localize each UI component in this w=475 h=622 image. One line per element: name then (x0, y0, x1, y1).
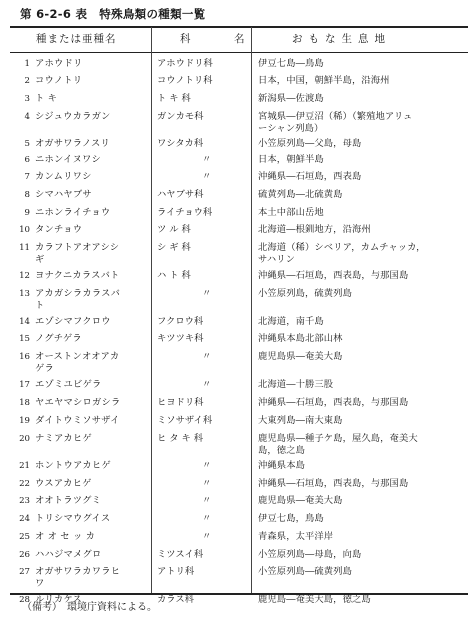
species-name-line: ヤエヤマシロガシラ (35, 397, 121, 408)
species-name (35, 333, 148, 345)
row-number: 10 (19, 225, 30, 235)
species-name (35, 224, 148, 236)
species-name-line: ニホンライチョウ (35, 207, 111, 218)
habitat (258, 460, 472, 472)
row-number: 23 (19, 496, 30, 506)
row-number: 9 (24, 208, 30, 218)
habitat (258, 224, 472, 236)
habitat (258, 594, 472, 606)
row-number: 16 (19, 352, 30, 362)
family-name: 〃 (202, 154, 212, 165)
species-name-line: オ オ セ ッ カ (35, 531, 96, 542)
habitat-line: 宮城県―伊豆沼（稀）（繁殖地アリュ (258, 111, 413, 122)
habitat (258, 549, 472, 561)
column-divider (251, 27, 252, 593)
species-name-line: トリシマウグイス (35, 513, 111, 524)
family-name: 〃 (202, 288, 212, 299)
species-name (35, 111, 148, 123)
row-number: 4 (24, 112, 30, 122)
row-number: 14 (19, 317, 30, 327)
species-name-line: ト キ (35, 93, 58, 104)
species-name-line: オガサワラノスリ (35, 138, 111, 149)
species-name-line: エゾシマフクロウ (35, 316, 111, 327)
row-number: 13 (19, 289, 30, 299)
family-name: 〃 (202, 478, 212, 489)
habitat (258, 333, 472, 345)
habitat-line: 沖縄県―石垣島，西表島，与那国島 (258, 397, 409, 408)
habitat-line: 北海道，南千島 (258, 316, 324, 327)
row-number: 1 (24, 59, 30, 69)
species-name (35, 270, 148, 282)
row-number: 24 (19, 514, 30, 524)
family-name: フクロウ科 (157, 316, 204, 327)
table-number: 第 6-2-6 表 (20, 7, 88, 21)
habitat (258, 531, 472, 543)
habitat (258, 415, 472, 427)
habitat-line: 北海道（稀）シベリア，カムチャッカ， (258, 242, 426, 253)
row-number: 8 (24, 190, 30, 200)
habitat (258, 433, 472, 457)
row-number: 21 (19, 461, 30, 471)
table-note: （備考） 環境庁資料による。 (22, 602, 157, 613)
habitat-line: 鹿児島―奄美大島，徳之島 (258, 594, 371, 605)
habitat-line: サハリン (258, 254, 296, 266)
species-name-line: ワ (35, 578, 45, 590)
species-name-line: ニホンイヌワシ (35, 154, 102, 165)
habitat (258, 242, 472, 266)
species-name-line: ルリカケス (35, 594, 83, 605)
habitat (258, 189, 472, 201)
habitat-line: 伊豆七島，鳥島 (258, 513, 324, 524)
family-name: コウノトリ科 (157, 75, 213, 86)
habitat-line: 島，徳之島 (258, 445, 305, 457)
column-divider (151, 27, 152, 593)
family-name: ライチョウ科 (157, 207, 213, 218)
habitat (258, 566, 472, 578)
row-number: 26 (19, 550, 30, 560)
species-name-line: ギ (35, 254, 45, 266)
species-name (35, 288, 148, 312)
species-name-line: ダイトウミソサザイ (35, 415, 120, 426)
species-name (35, 75, 148, 87)
row-number: 11 (19, 243, 30, 253)
species-name-line: ゲラ (35, 363, 54, 375)
habitat-line: 沖縄県―石垣島，西表島 (258, 171, 362, 182)
family-name: アホウドリ科 (157, 58, 213, 69)
species-name-line: ノグチゲラ (35, 333, 82, 344)
habitat-line: 小笠原列島―父島，母島 (258, 138, 362, 149)
species-name (35, 433, 148, 445)
species-name (35, 93, 148, 105)
species-name-line: オオトラツグミ (35, 495, 102, 506)
species-name (35, 171, 148, 183)
row-number: 6 (24, 155, 30, 165)
habitat-line: 沖縄県本島 (258, 460, 305, 471)
habitat (258, 207, 472, 219)
species-name (35, 242, 148, 266)
row-number: 25 (19, 532, 30, 542)
family-name: ワシタカ科 (157, 138, 204, 149)
habitat (258, 288, 472, 300)
header-family-right: 名 (234, 33, 246, 45)
family-name: ガンカモ科 (157, 111, 204, 122)
species-name (35, 58, 148, 70)
header-rule (10, 52, 468, 53)
row-number: 28 (19, 595, 30, 605)
family-name: アトリ科 (157, 566, 195, 577)
top-rule (10, 26, 468, 28)
species-name-line: オーストンオオアカ (35, 351, 120, 362)
habitat-line: 小笠原列島，硫黄列島 (258, 288, 352, 299)
habitat (258, 171, 472, 183)
family-name: 〃 (202, 379, 212, 390)
row-number: 12 (19, 271, 30, 281)
row-number: 18 (19, 398, 30, 408)
habitat (258, 75, 472, 87)
species-name (35, 379, 148, 391)
species-name-line: コウノトリ (35, 75, 83, 86)
species-name-line: ト (35, 300, 45, 312)
family-name: ト キ 科 (157, 93, 191, 104)
family-name: ヒヨドリ科 (157, 397, 204, 408)
habitat-line: 硫黄列島―北硫黄島 (258, 189, 343, 200)
habitat (258, 138, 472, 150)
habitat-line: 日本，中国，朝鮮半島，沿海州 (258, 75, 390, 86)
row-number: 17 (19, 380, 30, 390)
family-name: 〃 (202, 171, 212, 182)
family-name: ヒ タ キ 科 (157, 433, 204, 444)
habitat (258, 58, 472, 70)
species-name-line: タンチョウ (35, 224, 83, 235)
habitat (258, 478, 472, 490)
header-habitat: おもな生息地 (292, 33, 391, 45)
row-number: 19 (19, 416, 30, 426)
habitat (258, 270, 472, 282)
table-caption: 特殊鳥類の種類一覧 (99, 7, 206, 21)
species-name (35, 138, 148, 150)
habitat-line: 小笠原列島―硫黄列島 (258, 566, 352, 577)
species-name-line: アカガシラカラスバ (35, 288, 121, 299)
species-name-line: エゾミユビゲラ (35, 379, 102, 390)
family-name: カラス科 (157, 594, 194, 605)
species-name-line: アホウドリ (35, 58, 83, 69)
species-name (35, 495, 148, 507)
family-name: ハヤブサ科 (157, 189, 204, 200)
habitat (258, 316, 472, 328)
habitat-line: 小笠原列島―母島，向島 (258, 549, 362, 560)
habitat-line: 沖縄県本島北部山林 (258, 333, 343, 344)
family-name: 〃 (202, 351, 212, 362)
habitat (258, 351, 472, 363)
row-number: 20 (19, 434, 30, 444)
habitat-line: 鹿児島県―種子ケ島，屋久島，奄美大 (258, 433, 418, 444)
row-number: 5 (24, 139, 30, 149)
habitat (258, 397, 472, 409)
family-name: シ ギ 科 (157, 242, 191, 253)
habitat (258, 154, 472, 166)
table-title (20, 6, 205, 22)
family-name: ミソサザイ科 (157, 415, 213, 426)
species-name (35, 531, 148, 543)
row-number: 7 (24, 172, 30, 182)
species-name (35, 397, 148, 409)
habitat-line: 新潟県―佐渡島 (258, 93, 324, 104)
habitat (258, 513, 472, 525)
family-name: 〃 (202, 531, 212, 542)
family-name: ミツスイ科 (157, 549, 204, 560)
species-name-line: ウスアカヒゲ (35, 478, 92, 489)
habitat-line: 鹿児島県―奄美大島 (258, 495, 343, 506)
species-name-line: シジュウカラガン (35, 111, 111, 122)
habitat (258, 495, 472, 507)
habitat-line: ーシャン列島） (258, 123, 324, 135)
habitat-line: 本土中部山岳地 (258, 207, 324, 218)
species-name (35, 549, 148, 561)
species-name (35, 207, 148, 219)
species-name-line: ナミアカヒゲ (35, 433, 92, 444)
row-number: 3 (24, 94, 30, 104)
family-name: 〃 (202, 495, 212, 506)
species-name (35, 478, 148, 490)
species-name (35, 154, 148, 166)
family-name: キツツキ科 (157, 333, 204, 344)
species-name (35, 513, 148, 525)
species-name-line: シマハヤブサ (35, 189, 92, 200)
species-name-line: ハハジマメグロ (35, 549, 102, 560)
species-name (35, 415, 148, 427)
species-name (35, 351, 148, 375)
header-species: 種または亜種名 (36, 33, 117, 45)
habitat-line: 沖縄県―石垣島，西表島，与那国島 (258, 478, 409, 489)
habitat-line: 沖縄県―石垣島，西表島，与那国島 (258, 270, 409, 281)
habitat-line: 北海道―根釧地方，沿海州 (258, 224, 371, 235)
row-number: 15 (19, 334, 30, 344)
family-name: 〃 (202, 460, 212, 471)
habitat-line: 大東列島―南大東島 (258, 415, 343, 426)
habitat-line: 伊豆七島―鳥島 (258, 58, 324, 69)
habitat (258, 93, 472, 105)
species-name (35, 460, 148, 472)
row-number: 27 (19, 567, 30, 577)
family-name: 〃 (202, 513, 212, 524)
family-name: ハ ト 科 (157, 270, 191, 281)
habitat (258, 379, 472, 391)
habitat-line: 鹿児島県―奄美大島 (258, 351, 343, 362)
family-name: ツ ル 科 (157, 224, 191, 235)
species-name-line: ホントウアカヒゲ (35, 460, 111, 471)
species-name (35, 566, 148, 590)
species-name (35, 189, 148, 201)
habitat-line: 青森県，太平洋岸 (258, 531, 334, 542)
habitat (258, 111, 472, 135)
header-family-left: 科 (180, 33, 192, 45)
habitat-line: 北海道―十勝三股 (258, 379, 334, 390)
row-number: 22 (19, 479, 30, 489)
species-name (35, 316, 148, 328)
habitat-line: 日本，朝鮮半島 (258, 154, 324, 165)
species-name-line: カラフトアオアシシ (35, 242, 120, 253)
row-number: 2 (24, 76, 30, 86)
species-name-line: カンムリワシ (35, 171, 92, 182)
species-name-line: ヨナクニカラスバト (35, 270, 120, 281)
species-name-line: オガサワラカワラヒ (35, 566, 121, 577)
